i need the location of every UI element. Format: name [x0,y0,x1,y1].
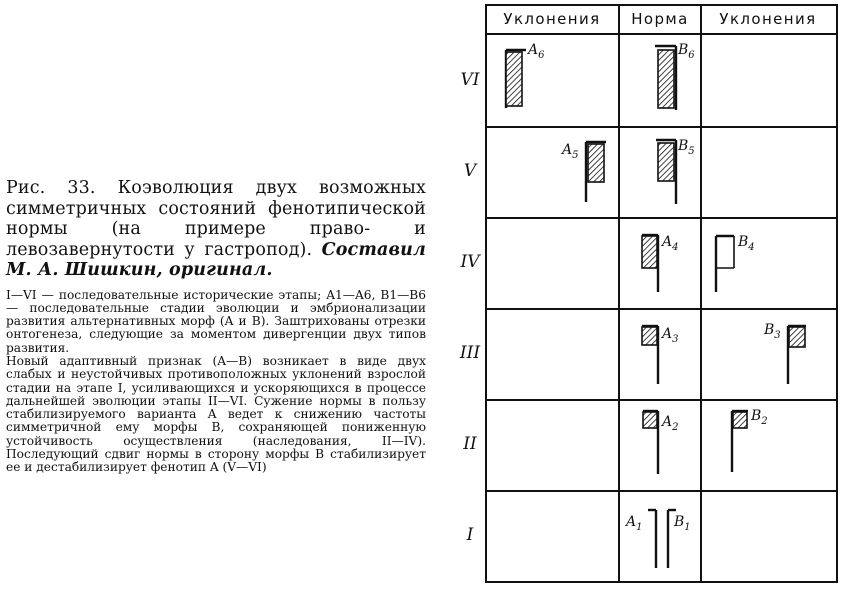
morph-a1 [648,510,656,568]
label-a3: $A_3$ [662,326,679,345]
morph-b5 [656,140,676,204]
column-header-left-deviations: Уклонения [503,10,601,28]
stage-label-v: V [463,161,477,181]
figure-caption [6,178,426,475]
coevolution-diagram [440,0,854,593]
morph-a5 [586,142,606,202]
stage-label-iii: III [459,343,481,363]
morph-a2 [643,411,658,474]
caption-title [6,178,426,281]
morph-b3 [788,326,806,384]
label-a5: $A_5$ [562,142,579,161]
morph-a4 [642,235,658,292]
column-header-right-deviations: Уклонения [719,10,817,28]
stage-label-iv: IV [460,252,480,272]
morph-a3 [642,326,658,384]
caption-text: Новый адаптивный признак (A—B) возникает в виде двух слабых и неустойчивых противоположных уклонений взрослой стадии на этапе I, усиливающихся и ускоряющихся в процессе дальнейшей эволюции этапы II—VI. Сужение нормы в пользу стабилизируемого варианта A ведет к снижению частоты симметричной ему морфы B, сохраняющей пониженную устойчивость осуществления (наследования, II—IV). Последующий сдвиг нормы в сторону морфы B стабилизирует ее и дестабилизирует фенотип A (V—VI) [6,353,426,475]
label-a6: $A_6$ [528,42,545,61]
diagram-svg [440,0,854,593]
caption-title-text: Рис. 33. Коэволюция двух возможных симметричных состояний фенотипической нормы (на примере право- и левозавернутости у гастропод). [6,178,426,260]
label-b6: $B_6$ [678,42,695,61]
column-header-norm: Норма [631,10,689,28]
caption-legend: I—VI — последовательные исторические этапы; A1—A6, B1—B6 — последовательные стадии эволюции и эмбрионализации развития альтернативных морф (A и B). Заштрихованы отрезки онтогенеза, следующие за моментом дивергенции двух типов развития. [6,287,426,355]
label-b1: $B_1$ [674,514,691,533]
label-b3: $B_3$ [764,322,781,341]
stage-label-vi: VI [460,70,480,90]
stage-label-i: I [466,525,474,545]
label-b2: $B_2$ [751,408,768,427]
stage-label-ii: II [463,434,477,454]
caption-author: Составил М. А. Шишкин, оригинал. [6,239,426,280]
label-a2: $A_2$ [662,414,679,433]
label-a1: $A_1$ [626,514,643,533]
label-a4: $A_4$ [662,234,679,253]
label-b4: $B_4$ [738,234,755,253]
morph-b4 [716,236,734,292]
morph-b2 [732,411,748,472]
morph-a6 [506,50,526,108]
caption-body [6,289,426,475]
label-b5: $B_5$ [678,138,695,157]
morph-b6 [655,46,676,110]
